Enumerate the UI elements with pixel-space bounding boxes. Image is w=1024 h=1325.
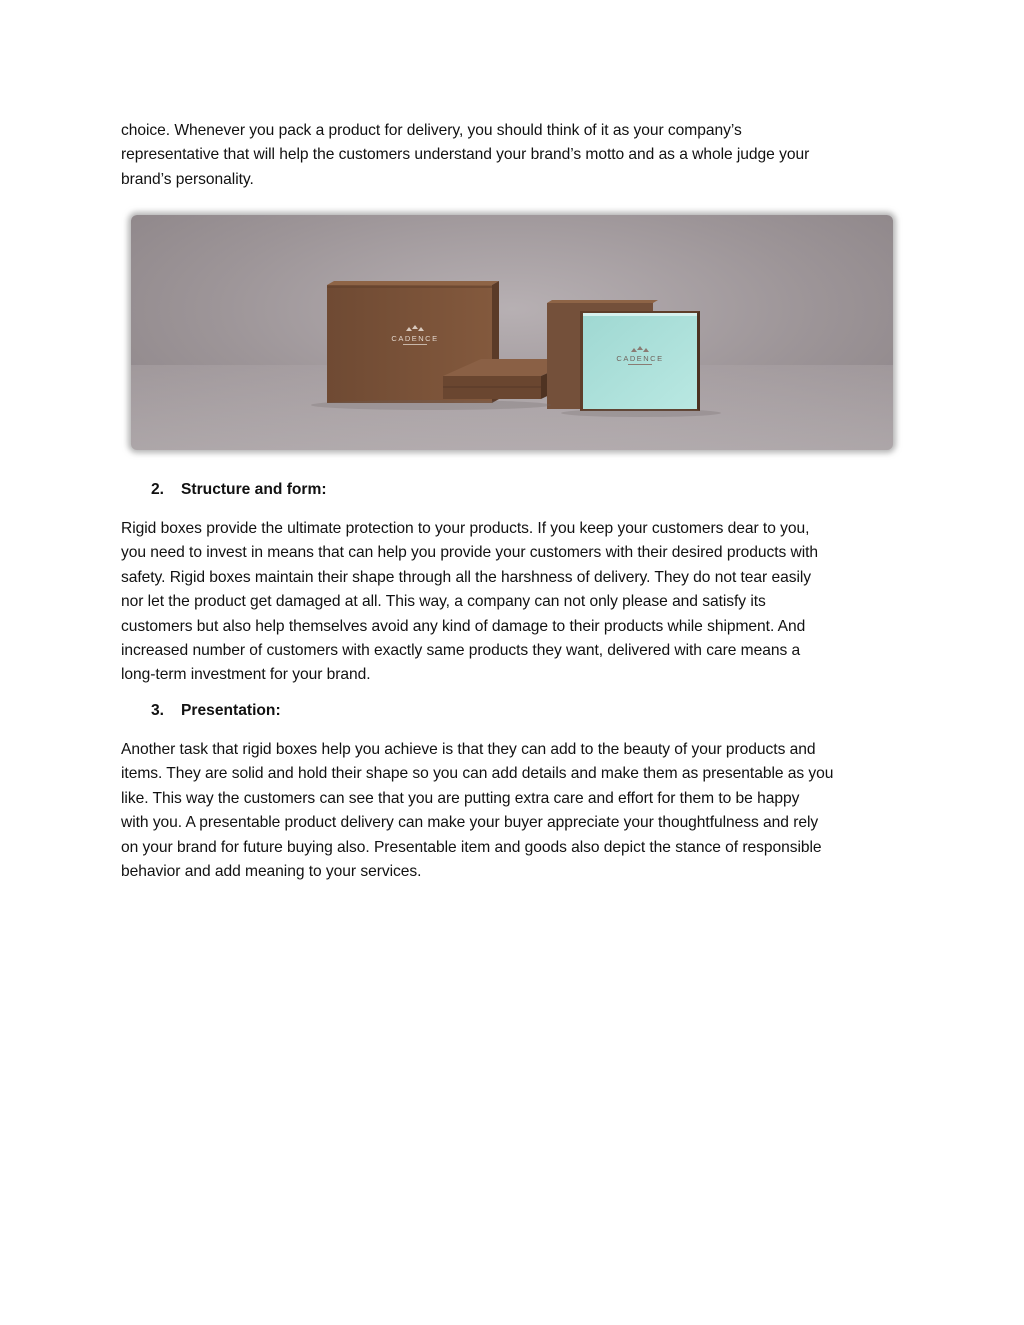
intro-line: brand’s personality. (121, 170, 254, 188)
paragraph-line: long-term investment for your brand. (121, 666, 371, 684)
section-title: Presentation: (181, 702, 281, 719)
structure-paragraph (121, 517, 901, 688)
paragraph-line: Rigid boxes provide the ultimate protection to your products. If you keep your customers dear to you, (121, 520, 810, 537)
intro-paragraph (121, 119, 901, 192)
teal-lid-box (580, 311, 700, 411)
paragraph-line: you need to invest in means that can help you provide your customers with their desired products with (121, 544, 819, 562)
paragraph-line: behavior and add meaning to your services. (121, 863, 422, 881)
section-heading-presentation (151, 702, 281, 720)
paragraph-line: items. They are solid and hold their shape so you can add details and make them as presentable as you (121, 765, 834, 783)
rigid-boxes-photo (131, 215, 893, 450)
section-heading-structure (151, 481, 327, 499)
paragraph-line: safety. Rigid boxes maintain their shape through all the harshness of delivery. They do not tear easily (121, 568, 812, 586)
section-number: 3. (151, 702, 165, 719)
presentation-paragraph (121, 738, 901, 884)
section-number: 2. (151, 481, 165, 498)
section-title: Structure and form: (181, 481, 327, 498)
paragraph-line: like. This way the customers can see that you are putting extra care and effort for them to be happy (121, 789, 800, 807)
box-brand-label: CADENCE (391, 334, 439, 343)
paragraph-line: increased number of customers with exactly same products they want, delivered with care means a (121, 642, 801, 660)
paragraph-line: customers but also help themselves avoid any kind of damage to their products while shipment. And (121, 617, 806, 635)
intro-line: representative that will help the customers understand your brand’s motto and as a whole judge your (121, 146, 810, 164)
intro-line: choice. Whenever you pack a product for delivery, you should think of it as your company’s (121, 122, 742, 139)
paragraph-line: Another task that rigid boxes help you achieve is that they can add to the beauty of your products and (121, 741, 816, 758)
paragraph-line: with you. A presentable product delivery can make your buyer appreciate your thoughtfulness and rely (121, 814, 819, 832)
paragraph-line: on your brand for future buying also. Presentable item and goods also depict the stance of responsible (121, 838, 822, 856)
box-brand-label: CADENCE (616, 354, 664, 363)
boxes-illustration (131, 215, 893, 450)
paragraph-line: nor let the product get damaged at all. This way, a company can not only please and satisfy its (121, 593, 766, 611)
